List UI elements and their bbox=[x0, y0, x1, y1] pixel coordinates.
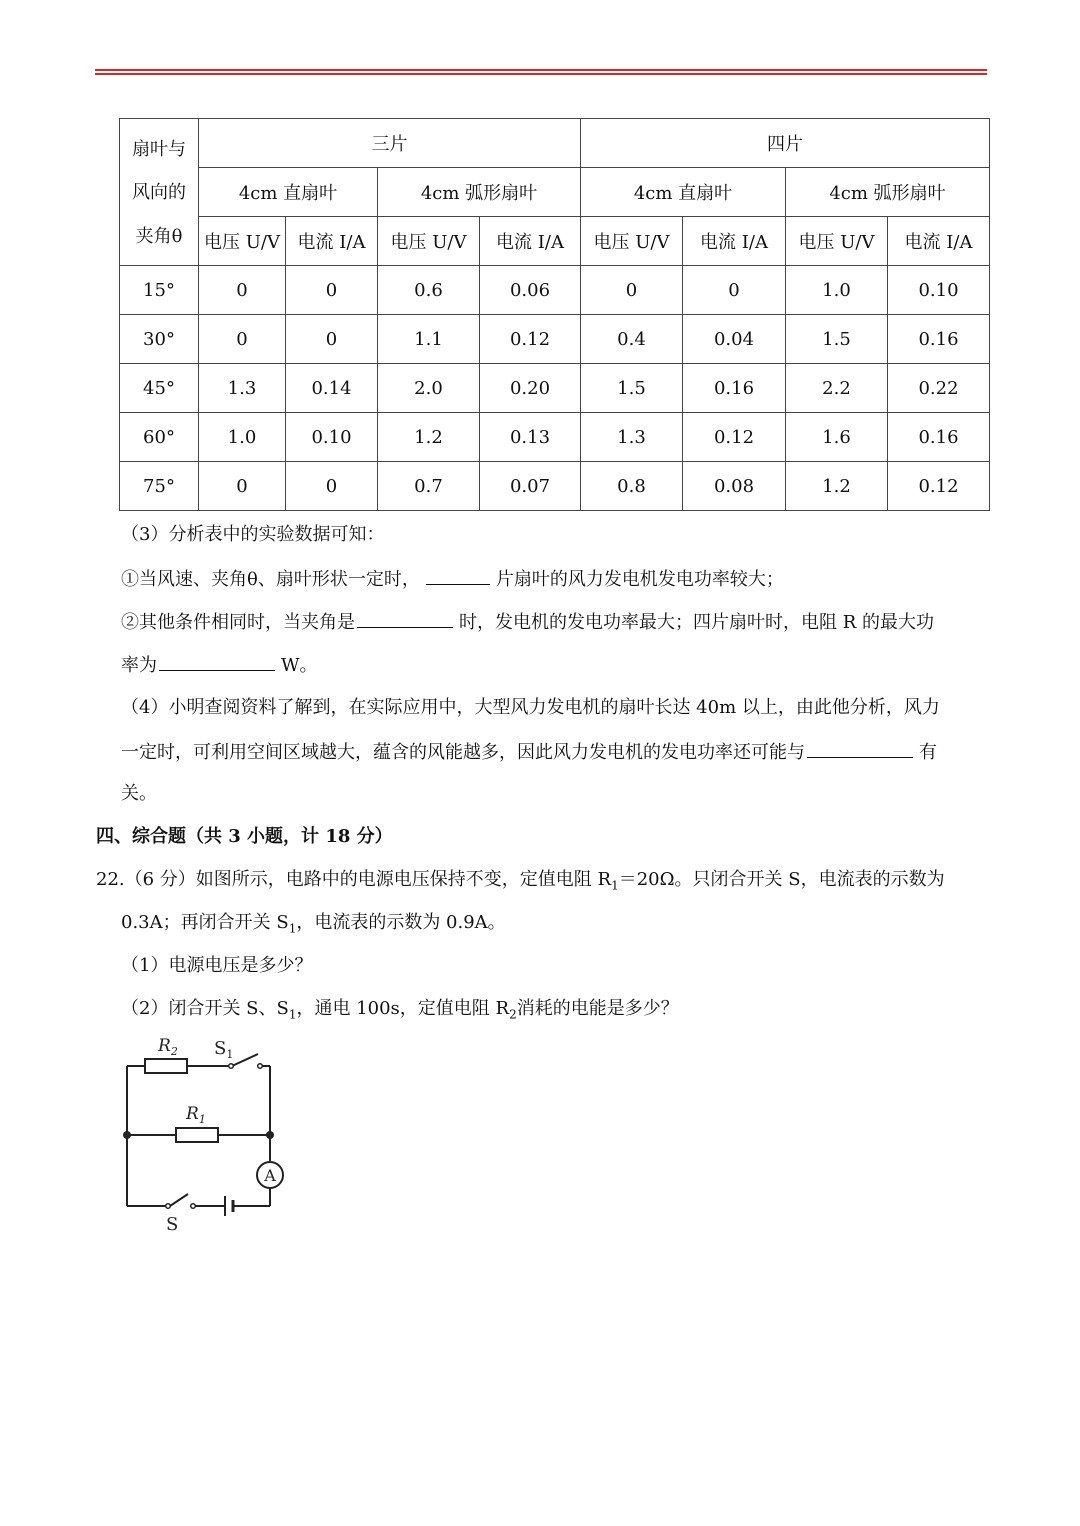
data-cell: 1.5 bbox=[581, 364, 683, 413]
data-cell: 0 bbox=[683, 266, 786, 315]
section-title: 四、综合题（共 3 小题，计 18 分） bbox=[96, 826, 393, 847]
data-cell: 0.6 bbox=[378, 266, 480, 315]
answer-blank[interactable] bbox=[807, 739, 913, 758]
q3-item2: ②其他条件相同时，当夹角是 时，发电机的发电功率最大；四片扇叶时，电阻 R 的最大功 bbox=[121, 609, 934, 635]
data-cell: 0.12 bbox=[888, 462, 990, 511]
data-cell: 2.2 bbox=[786, 364, 888, 413]
q22-sub2: （2）闭合开关 S、$S_1$，通电 100s，定值电阻 $R_2$消耗的电能是多少？ bbox=[121, 998, 679, 1022]
data-cell: 0.16 bbox=[683, 364, 786, 413]
data-cell: 0.7 bbox=[378, 462, 480, 511]
subgroup-header: 4cm 直扇叶 bbox=[581, 168, 786, 217]
r1-label: $R_1$ bbox=[186, 1104, 206, 1126]
q3-item2-cont: 率为 W。 bbox=[121, 652, 318, 678]
data-cell: 0.07 bbox=[480, 462, 581, 511]
data-cell: 1.3 bbox=[581, 413, 683, 462]
q22-sub1: （1）电源电压是多少？ bbox=[121, 955, 313, 976]
r2-label: $R_2$ bbox=[158, 1036, 178, 1058]
data-cell: 1.5 bbox=[786, 315, 888, 364]
junction-node bbox=[123, 1131, 131, 1139]
angle-cell: 45° bbox=[120, 364, 199, 413]
resistor-r2 bbox=[145, 1059, 187, 1073]
data-cell: 1.1 bbox=[378, 315, 480, 364]
angle-cell: 75° bbox=[120, 462, 199, 511]
resistor-r1 bbox=[176, 1128, 218, 1142]
angle-cell: 15° bbox=[120, 266, 199, 315]
subgroup-header: 4cm 直扇叶 bbox=[199, 168, 378, 217]
data-cell: 1.6 bbox=[786, 413, 888, 462]
angle-cell: 30° bbox=[120, 315, 199, 364]
data-cell: 1.3 bbox=[199, 364, 286, 413]
data-cell: 1.2 bbox=[378, 413, 480, 462]
data-cell: 0.10 bbox=[286, 413, 378, 462]
q22-line1: 22.（6 分）如图所示，电路中的电源电压保持不变，定值电阻 $R_1=20\Omega$。只闭合开关 S，电流表的示数为 bbox=[96, 869, 945, 893]
junction-node bbox=[266, 1131, 274, 1139]
column-header: 电压 U/V bbox=[581, 217, 683, 266]
data-cell: 1.2 bbox=[786, 462, 888, 511]
data-cell: 0.20 bbox=[480, 364, 581, 413]
table-row bbox=[120, 364, 990, 413]
data-cell: 0 bbox=[199, 462, 286, 511]
circuit-diagram bbox=[110, 1028, 300, 1238]
table-row bbox=[120, 413, 990, 462]
q4-line2: 一定时，可利用空间区域越大，蕴含的风能越多，因此风力发电机的发电功率还可能与 有 bbox=[121, 739, 937, 765]
data-cell: 0.10 bbox=[888, 266, 990, 315]
data-cell: 0.4 bbox=[581, 315, 683, 364]
q22-line2: 0.3A；再闭合开关 $S_1$，电流表的示数为 0.9A。 bbox=[121, 912, 506, 936]
data-cell: 0.16 bbox=[888, 315, 990, 364]
group-header-three-blades: 三片 bbox=[199, 119, 581, 168]
q4-line3: 关。 bbox=[121, 783, 157, 804]
column-header: 电压 U/V bbox=[199, 217, 286, 266]
data-cell: 0.16 bbox=[888, 413, 990, 462]
column-header: 电流 I/A bbox=[888, 217, 990, 266]
table-row bbox=[120, 462, 990, 511]
data-cell: 0.22 bbox=[888, 364, 990, 413]
data-cell: 0 bbox=[199, 315, 286, 364]
q3-intro: （3）分析表中的实验数据可知： bbox=[121, 524, 385, 545]
group-header-four-blades: 四片 bbox=[581, 119, 990, 168]
data-cell: 1.0 bbox=[199, 413, 286, 462]
switch-s1 bbox=[232, 1054, 258, 1066]
table-row bbox=[120, 315, 990, 364]
data-cell: 0.13 bbox=[480, 413, 581, 462]
data-cell: 0 bbox=[581, 266, 683, 315]
answer-blank[interactable] bbox=[426, 566, 490, 585]
column-header: 电流 I/A bbox=[480, 217, 581, 266]
ammeter-label: A bbox=[264, 1166, 276, 1185]
data-cell: 0.08 bbox=[683, 462, 786, 511]
column-header: 电压 U/V bbox=[786, 217, 888, 266]
column-header: 电压 U/V bbox=[378, 217, 480, 266]
s-label: S bbox=[166, 1214, 179, 1235]
answer-blank[interactable] bbox=[159, 652, 275, 671]
data-cell: 0 bbox=[199, 266, 286, 315]
experiment-data-table bbox=[119, 118, 990, 511]
table-row bbox=[120, 266, 990, 315]
header-rule-bottom bbox=[95, 73, 987, 75]
answer-blank[interactable] bbox=[357, 609, 453, 628]
data-cell: 0 bbox=[286, 266, 378, 315]
data-cell: 0 bbox=[286, 462, 378, 511]
data-cell: 0.8 bbox=[581, 462, 683, 511]
data-cell: 0.06 bbox=[480, 266, 581, 315]
data-cell: 2.0 bbox=[378, 364, 480, 413]
s1-label: $S_1$ bbox=[214, 1038, 234, 1061]
data-cell: 0.04 bbox=[683, 315, 786, 364]
data-cell: 0.14 bbox=[286, 364, 378, 413]
data-cell: 1.0 bbox=[786, 266, 888, 315]
table-corner-header: 扇叶与 风向的 夹角θ bbox=[120, 119, 199, 266]
column-header: 电流 I/A bbox=[683, 217, 786, 266]
subgroup-header: 4cm 弧形扇叶 bbox=[378, 168, 581, 217]
subgroup-header: 4cm 弧形扇叶 bbox=[786, 168, 990, 217]
q4-line1: （4）小明查阅资料了解到，在实际应用中，大型风力发电机的扇叶长达 40m 以上，由此他分析，风力 bbox=[121, 697, 940, 718]
angle-cell: 60° bbox=[120, 413, 199, 462]
data-cell: 0 bbox=[286, 315, 378, 364]
switch-s bbox=[170, 1194, 188, 1206]
data-cell: 0.12 bbox=[480, 315, 581, 364]
column-header: 电流 I/A bbox=[286, 217, 378, 266]
data-cell: 0.12 bbox=[683, 413, 786, 462]
q3-item1: ①当风速、夹角θ、扇叶形状一定时， 片扇叶的风力发电机发电功率较大； bbox=[121, 566, 784, 592]
header-rule-top bbox=[95, 69, 987, 71]
